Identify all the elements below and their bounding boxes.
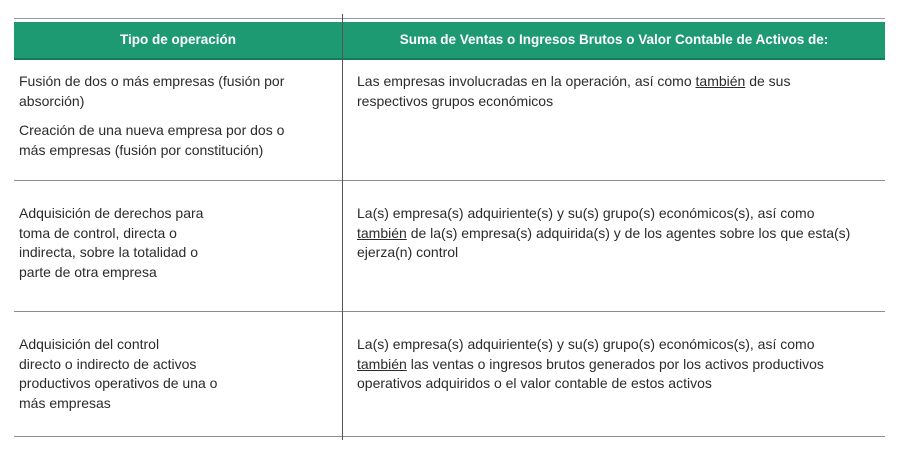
header-sales-sum: Suma de Ventas o Ingresos Brutos o Valor Contable de Activos de: [399, 32, 829, 47]
row-divider [14, 311, 885, 312]
row2-sales-sum: La(s) empresa(s) adquiriente(s) y su(s) grupo(s) económicos(s), así como también de la(s) empresa(s) adquirida(s) y de los agentes sobre los que esta(s) ejerza(n) control [357, 205, 851, 260]
row1-paragraph-2: Creación de una nueva empresa por dos o más empresas (fusión por constitución) [19, 122, 285, 158]
row1-operation-type [19, 72, 319, 160]
row1-paragraph-1: Fusión de dos o más empresas (fusión por absorción) [19, 73, 285, 109]
row2-operation-type: Adquisición de derechos para toma de control, directa o indirecta, sobre la totalidad o parte de otra empresa [19, 205, 204, 280]
header-operation-type: Tipo de operación [119, 32, 236, 47]
bottom-rule [14, 436, 885, 437]
table-header [14, 22, 885, 60]
row-divider [14, 180, 885, 181]
row3-sales-sum: La(s) empresa(s) adquiriente(s) y su(s) grupo(s) económicos(s), así como también las ventas o ingresos brutos generados por los activos productivos operativos adquiridos o el valor contable de estos activos [357, 336, 824, 391]
concentration-table [14, 18, 885, 438]
row3-operation-type: Adquisición del control directo o indirecto de activos productivos operativos de una o más empresas [19, 336, 218, 411]
top-rule [14, 18, 885, 19]
row1-sales-sum: Las empresas involucradas en la operación, así como también de sus respectivos grupos económicos [357, 73, 791, 109]
column-divider [342, 14, 343, 440]
